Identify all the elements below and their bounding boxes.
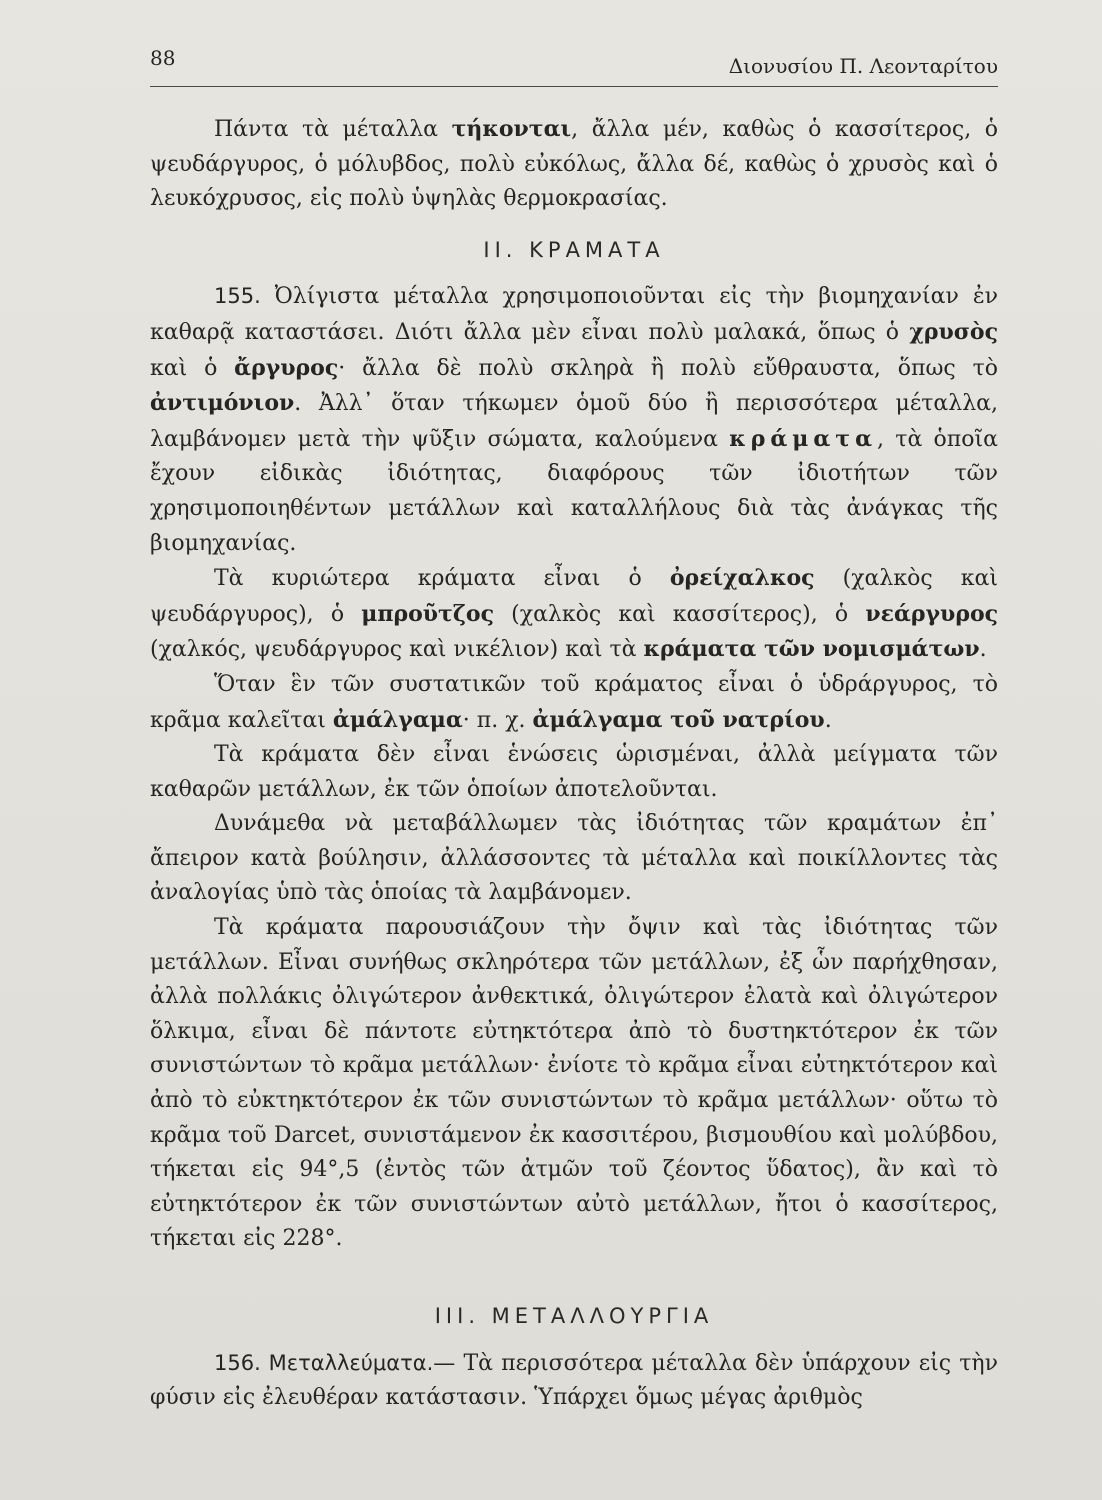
- text-span: · ἄλλα δὲ πολὺ σκληρὰ ἢ πολὺ εὔθραυστα, ὅπως τὸ: [338, 355, 998, 381]
- paragraph-155: [150, 279, 998, 561]
- text-span: , ἄλλα μέν, καθὼς ὁ κασσίτερος, ὁ ψευδάργυρος, ὁ μόλυβδος, πολὺ εὐκόλως, ἄλλα δέ, καθὼς ὁ χρυσὸς καὶ ὁ λευκόχρυσος, εἰς πολὺ ὑψηλὰς θερμοκρασίας.: [150, 117, 998, 212]
- paragraph-amalgam: [150, 668, 998, 738]
- term-brountzos: μπροῦτζος: [361, 600, 494, 627]
- text-span: · π. χ.: [462, 707, 533, 733]
- text-span: Πάντα τὰ μέταλλα: [214, 117, 452, 142]
- paragraph-main-alloys: [150, 561, 998, 668]
- section-heading-kramata: ΙΙ. ΚΡΑΜΑΤΑ: [483, 237, 665, 262]
- term-coin-alloys: κράματα τῶν νομισμάτων: [643, 636, 980, 663]
- text-span: .: [979, 637, 987, 663]
- text-span: Ὅταν ἓν τῶν συστατικῶν τοῦ κράματος εἶναι ὁ ὑδράργυρος, τὸ κρᾶμα καλεῖται: [150, 671, 998, 733]
- term-tekontai: τήκονται: [451, 116, 572, 142]
- term-metalleumata: Μεταλλεύματα.: [260, 1350, 434, 1375]
- running-head: Διονυσίου Π. Λεονταρίτου: [728, 54, 998, 78]
- term-neargyros: νεάργυρος: [865, 600, 999, 627]
- section-number-156: 156.: [214, 1350, 261, 1375]
- page-header: [150, 46, 998, 80]
- text-span: (χαλκὸς καὶ ψευδάργυρος), ὁ: [150, 566, 998, 627]
- text-span: καὶ ὁ: [150, 355, 235, 381]
- text-span: .: [824, 707, 832, 733]
- paragraph-156: [150, 1346, 998, 1416]
- term-kramata: κράματα: [729, 425, 878, 452]
- term-antimonion: ἀντιμόνιον: [150, 390, 295, 417]
- text-span: . Ἀλλ᾽ ὅταν τήκωμεν ὁμοῦ δύο ἢ περισσότερα μέταλλα, λαμβάνομεν μετὰ τὴν ψῦξιν σώματα, καλούμενα: [150, 391, 998, 452]
- term-amalgama: ἀμάλγαμα: [332, 706, 463, 733]
- header-rule: [150, 86, 998, 87]
- text-span: Τὰ κυριώτερα κράματα εἶναι ὁ: [214, 566, 670, 592]
- page-body: [150, 112, 998, 1416]
- text-span: Ὀλίγιστα μέταλλα χρησιμοποιοῦνται εἰς τὴν βιομηχανίαν ἐν καθαρᾷ καταστάσει. Διότι ἄλλα μὲν εἶναι πολὺ μαλακά, ὅπως ὁ: [150, 284, 998, 345]
- section-heading-metallourgia: ΙΙΙ. ΜΕΤΑΛΛΟΥΡΓΙΑ: [434, 1304, 714, 1328]
- paragraph-alloy-properties: Τὰ κράματα παρουσιάζουν τὴν ὄψιν καὶ τὰς ἰδιότητας τῶν μετάλλων. Εἶναι συνήθως σκληρότερα τῶν μετάλλων, ἐξ ὧν παρήχθησαν, ἀλλὰ πολλάκις ὀλιγώτερον ἀνθεκτικά, ὀλιγώτερον ἐλατὰ καὶ ὀλιγώτερον ὅλκιμα, εἶναι δὲ πάντοτε εὐτηκτότερα ἀπὸ τὸ δυστηκτότερον ἐκ τῶν συνιστώντων τὸ κρᾶμα μετάλλων· ἐνίοτε τὸ κρᾶμα εἶναι εὐτηκτότερον καὶ ἀπὸ τὸ εὐκτηκτότερον ἐκ τῶν συνιστώντων τὸ κρᾶμα μετάλλων· οὕτω τὸ κρᾶμα τοῦ Darcet, συνιστάμενον ἐκ κασσιτέρου, βισμουθίου καὶ μολύβδου, τήκεται εἰς 94°,5 (ἐντὸς τῶν ἀτμῶν τοῦ ζέοντος ὕδατος), ἂν καὶ τὸ εὐτηκτότερον ἐκ τῶν συνιστώντων αὐτὸ μετάλλων, ἤτοι ὁ κασσίτερος, τήκεται εἰς 228°.: [150, 915, 998, 1252]
- term-sodium-amalgam: ἀμάλγαμα τοῦ νατρίου: [532, 706, 825, 733]
- paragraph-melting: [150, 112, 998, 217]
- paragraph-mixtures: Τὰ κράματα δὲν εἶναι ἑνώσεις ὡρισμέναι, ἀλλὰ μείγματα τῶν καθαρῶν μετάλλων, ἐκ τῶν ὁποίων ἀποτελοῦνται.: [150, 742, 998, 802]
- term-argyros: ἄργυρος: [234, 354, 339, 381]
- text-span: — Τὰ περισσότερα μέταλλα δὲν ὑπάρχουν εἰς τὴν φύσιν εἰς ἐλευθέραν κατάστασιν. Ὑπάρχει ὅμως μέγας ἀριθμὸς: [150, 1350, 998, 1411]
- text-span: , τὰ ὁποῖα ἔχουν εἰδικὰς ἰδιότητας, διαφόρους τῶν ἰδιοτήτων τῶν χρησιμοποιηθέντων μετάλλων καὶ καταλλήλους διὰ τὰς ἀνάγκας τῆς βιομηχανίας.: [150, 426, 998, 556]
- section-number-155: 155.: [214, 284, 261, 309]
- paragraph-vary-properties: Δυνάμεθα νὰ μεταβάλλωμεν τὰς ἰδιότητας τῶν κραμάτων ἐπ᾽ ἄπειρον κατὰ βούλησιν, ἀλλάσσοντες τὰ μέταλλα καὶ ποικίλλοντες τὰς ἀναλογίας ὑπὸ τὰς ὁποίας τὰ λαμβάνομεν.: [150, 811, 998, 906]
- term-chrysos: χρυσὸς: [909, 318, 998, 345]
- text-span: (χαλκός, ψευδάργυρος καὶ νικέλιον) καὶ τὰ: [150, 637, 644, 663]
- term-oreichalkos: ὀρείχαλκος: [669, 565, 815, 592]
- text-span: (χαλκὸς καὶ κασσίτερος), ὁ: [493, 601, 866, 627]
- page-number: 88: [150, 46, 176, 70]
